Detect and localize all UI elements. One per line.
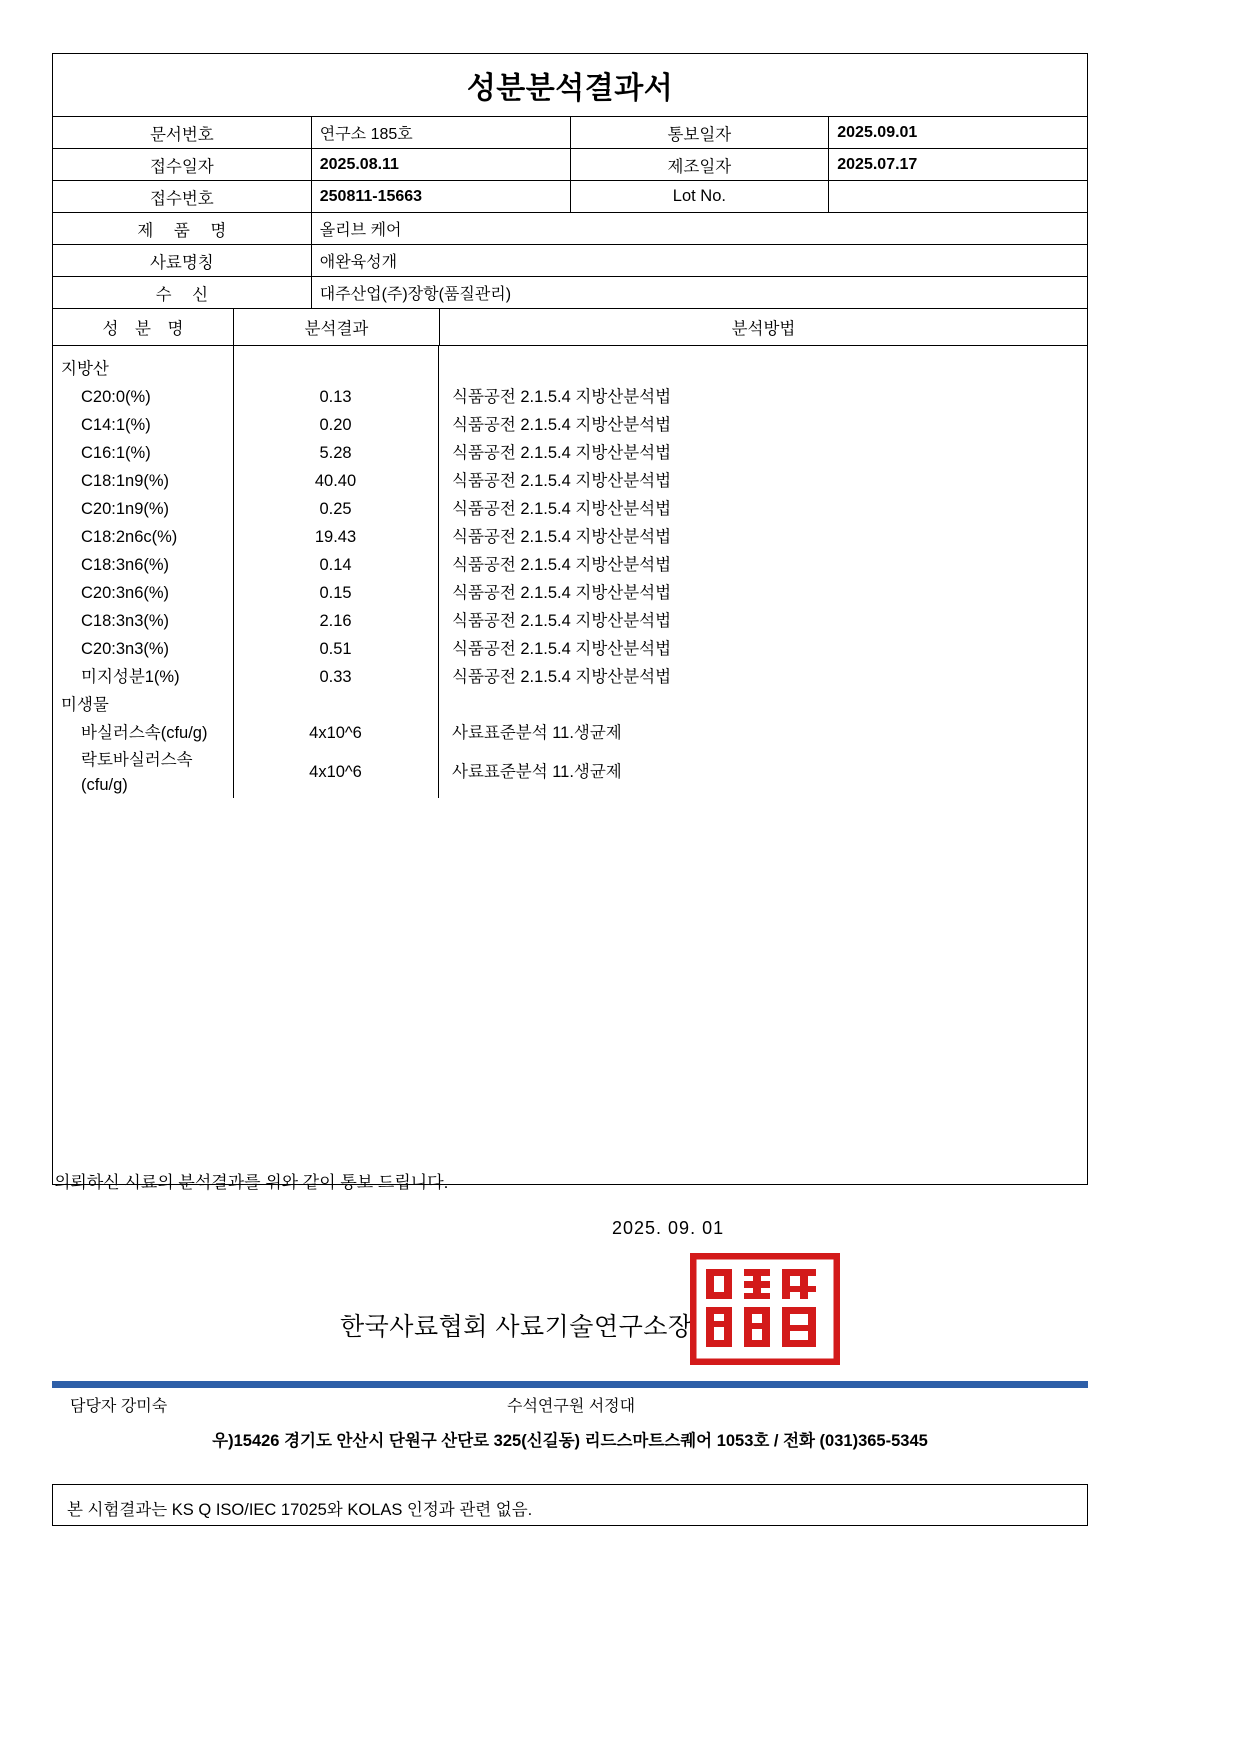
result-item-name: C20:0(%) xyxy=(81,388,151,406)
feed-name-value: 애완육성개 xyxy=(311,245,1087,277)
table-row xyxy=(53,383,1087,411)
result-item-name: 미지성분1(%) xyxy=(81,668,180,686)
table-row xyxy=(53,719,1087,747)
issue-date: 2025. 09. 01 xyxy=(612,1218,725,1238)
table-row xyxy=(53,579,1087,607)
table-row xyxy=(53,747,1087,798)
recipient-label: 수 신 xyxy=(53,277,312,309)
result-item-method: 식품공전 2.1.5.4 지방산분석법 xyxy=(452,388,672,406)
lot-no-label: Lot No. xyxy=(570,181,829,213)
result-group-label: 미생물 xyxy=(61,696,109,714)
table-row xyxy=(53,551,1087,579)
results-table xyxy=(52,308,1088,1185)
meta-row-feed-name xyxy=(53,245,1088,277)
receipt-no-label: 접수번호 xyxy=(53,181,312,213)
result-item-method: 식품공전 2.1.5.4 지방산분석법 xyxy=(452,472,672,490)
table-row xyxy=(53,467,1087,495)
results-block xyxy=(52,308,1088,1185)
result-item-value: 4x10^6 xyxy=(309,763,362,781)
column-header-component-name: 성 분 명 xyxy=(53,309,234,346)
result-item-value: 0.25 xyxy=(319,500,352,518)
receipt-date-label: 접수일자 xyxy=(53,149,312,181)
issuing-organization: 한국사료협회 사료기술연구소장 xyxy=(340,1313,693,1341)
result-group-label: 지방산 xyxy=(61,360,109,378)
result-item-name: C18:1n9(%) xyxy=(81,472,170,490)
contact-staff: 담당자 강미숙 xyxy=(70,1398,168,1415)
result-item-method: 식품공전 2.1.5.4 지방산분석법 xyxy=(452,528,672,546)
meta-row-doc-no xyxy=(53,117,1088,149)
doc-no-value: 연구소 185호 xyxy=(311,117,570,149)
disclaimer-box xyxy=(52,1484,1088,1526)
receipt-date-value: 2025.08.11 xyxy=(311,149,570,181)
result-item-method: 식품공전 2.1.5.4 지방산분석법 xyxy=(452,668,672,686)
footer-address: 우)15426 경기도 안산시 단원구 산단로 325(신길동) 리드스마트스퀘어 1053호 / 전화 (031)365-5345 xyxy=(212,1432,928,1450)
result-item-value: 40.40 xyxy=(314,472,357,490)
results-rows-wrapper xyxy=(53,346,1087,798)
column-divider-1 xyxy=(233,346,234,798)
result-item-name: C20:3n6(%) xyxy=(81,584,170,602)
result-item-name: C20:3n3(%) xyxy=(81,640,170,658)
meta-row-recipient xyxy=(53,277,1088,309)
results-header-row xyxy=(53,309,1088,346)
result-item-value: 0.20 xyxy=(319,416,352,434)
result-item-value: 4x10^6 xyxy=(309,724,362,742)
column-header-method: 분석방법 xyxy=(440,309,1088,346)
result-item-name: 락토바실러스속 (cfu/g) xyxy=(81,751,193,794)
column-divider-2 xyxy=(438,346,439,798)
table-row xyxy=(53,439,1087,467)
result-item-name: 바실러스속(cfu/g) xyxy=(81,724,208,742)
meta-row-product-name xyxy=(53,213,1088,245)
notify-date-value: 2025.09.01 xyxy=(829,117,1088,149)
footer-accent-rule xyxy=(52,1381,1088,1388)
table-row xyxy=(53,607,1087,635)
table-row xyxy=(53,635,1087,663)
feed-name-label: 사료명칭 xyxy=(53,245,312,277)
result-item-method: 식품공전 2.1.5.4 지방산분석법 xyxy=(452,444,672,462)
result-item-value: 0.15 xyxy=(319,584,352,602)
results-body-row xyxy=(53,346,1088,1185)
result-item-name: C16:1(%) xyxy=(81,444,151,462)
results-item-list xyxy=(53,346,1087,798)
result-item-name: C18:3n6(%) xyxy=(81,556,170,574)
title-row xyxy=(53,54,1088,117)
official-seal-stamp xyxy=(690,1253,840,1365)
result-item-method: 식품공전 2.1.5.4 지방산분석법 xyxy=(452,640,672,658)
result-item-value: 0.13 xyxy=(319,388,352,406)
page-title: 성분분석결과서 xyxy=(53,54,1088,117)
result-item-method: 식품공전 2.1.5.4 지방산분석법 xyxy=(452,416,672,434)
contact-senior-researcher: 수석연구원 서정대 xyxy=(507,1398,636,1415)
meta-row-receipt-no xyxy=(53,181,1088,213)
doc-no-label: 문서번호 xyxy=(53,117,312,149)
result-item-name: C18:3n3(%) xyxy=(81,612,170,630)
recipient-value: 대주산업(주)장항(품질관리) xyxy=(311,277,1087,309)
manufacture-date-label: 제조일자 xyxy=(570,149,829,181)
table-row xyxy=(53,411,1087,439)
column-header-result: 분석결과 xyxy=(234,309,440,346)
result-item-name: C14:1(%) xyxy=(81,416,151,434)
product-name-value: 올리브 케어 xyxy=(311,213,1087,245)
notify-date-label: 통보일자 xyxy=(570,117,829,149)
result-item-value: 0.51 xyxy=(319,640,352,658)
table-row xyxy=(53,523,1087,551)
result-item-name: C20:1n9(%) xyxy=(81,500,170,518)
document-header-block xyxy=(52,53,1088,309)
receipt-no-value: 250811-15663 xyxy=(311,181,570,213)
result-item-name: C18:2n6c(%) xyxy=(81,528,178,546)
footer-contact-row xyxy=(52,1393,1088,1419)
closing-statement: 의뢰하신 시료의 분석결과를 위와 같이 통보 드립니다. xyxy=(54,1173,449,1192)
lot-no-value xyxy=(829,181,1088,213)
result-item-value: 19.43 xyxy=(314,528,357,546)
result-group-row xyxy=(53,355,1087,383)
table-row xyxy=(53,495,1087,523)
meta-table xyxy=(52,53,1088,309)
result-item-method: 식품공전 2.1.5.4 지방산분석법 xyxy=(452,612,672,630)
disclaimer-text: 본 시험결과는 KS Q ISO/IEC 17025와 KOLAS 인정과 관련 없음. xyxy=(67,1501,533,1519)
result-item-value: 5.28 xyxy=(319,444,352,462)
meta-row-receipt-date xyxy=(53,149,1088,181)
result-item-method: 사료표준분석 11.생균제 xyxy=(452,763,622,781)
result-item-value: 0.14 xyxy=(319,556,352,574)
result-item-method: 식품공전 2.1.5.4 지방산분석법 xyxy=(452,500,672,518)
product-name-label: 제 품 명 xyxy=(53,213,312,245)
result-item-value: 2.16 xyxy=(319,612,352,630)
result-item-value: 0.33 xyxy=(319,668,352,686)
result-group-row xyxy=(53,691,1087,719)
results-body-cell xyxy=(53,346,1088,1185)
result-item-method: 식품공전 2.1.5.4 지방산분석법 xyxy=(452,556,672,574)
manufacture-date-value: 2025.07.17 xyxy=(829,149,1088,181)
table-row xyxy=(53,663,1087,691)
result-item-method: 식품공전 2.1.5.4 지방산분석법 xyxy=(452,584,672,602)
result-item-method: 사료표준분석 11.생균제 xyxy=(452,724,622,742)
